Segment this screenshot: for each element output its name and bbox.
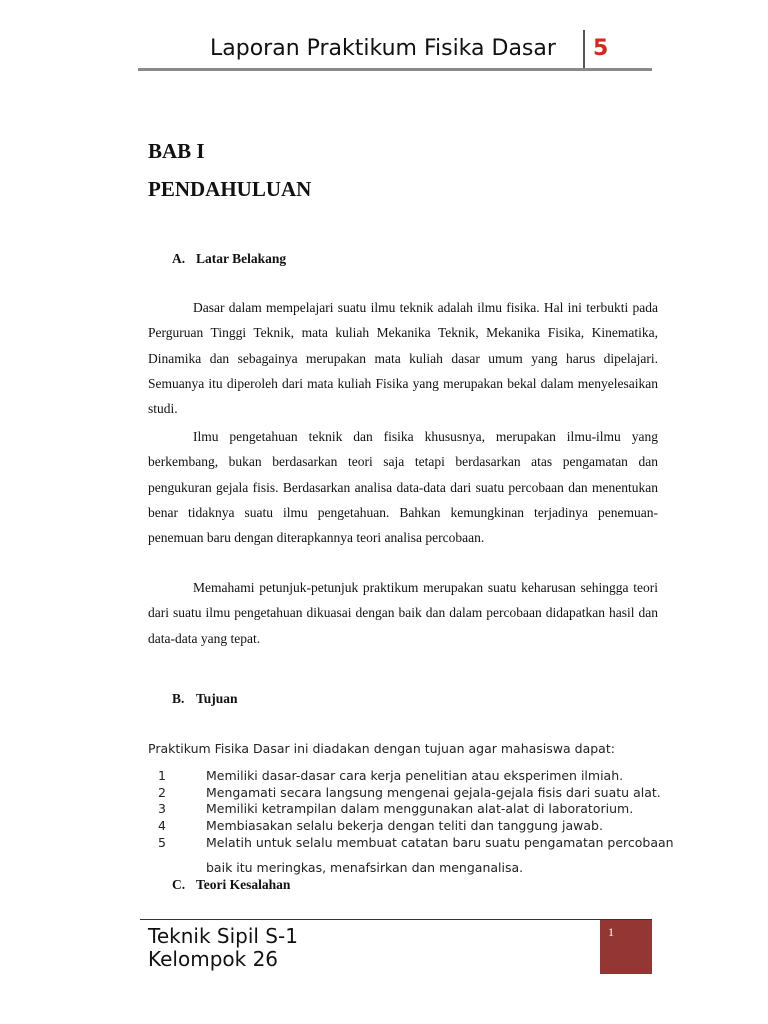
section-c-heading	[172, 877, 290, 893]
list-item-text: Membiasakan selalu bekerja dengan teliti dan tanggung jawab.	[206, 818, 603, 833]
list-item-number: 2	[158, 785, 166, 800]
header-divider	[583, 30, 585, 70]
section-c-letter: C.	[172, 877, 186, 892]
paragraph-2: Ilmu pengetahuan teknik dan fisika khususnya, merupakan ilmu-ilmu yang berkembang, bukan berdasarkan teori saja tetapi berdasarkan atas pengamatan dan pengukuran gejala fisis. Berdasarkan analisa data-data dari suatu percobaan dan menentukan benar tidaknya suatu ilmu pengetahuan. Bahkan kemungkinan terjadinya penemuan-penemuan baru dengan diterapkannya teori analisa percobaan.	[148, 429, 658, 546]
header-title: Laporan Praktikum Fisika Dasar	[210, 36, 556, 61]
section-b-letter: B.	[172, 691, 185, 706]
section-a-title: Latar Belakang	[196, 251, 287, 266]
list-item-number: 4	[158, 818, 166, 833]
section-c-title: Teori Kesalahan	[196, 877, 291, 892]
list-item-text: Melatih untuk selalu membuat catatan baru suatu pengamatan percobaan	[206, 835, 674, 850]
section-b-title: Tujuan	[196, 691, 238, 706]
header-chapter-number: 5	[593, 36, 609, 61]
paragraph-3: Memahami petunjuk-petunjuk praktikum merupakan suatu keharusan sehingga teori dari suatu ilmu pengetahuan dikuasai dengan baik dan dalam percobaan didapatkan hasil dan data-data yang tepat.	[148, 580, 658, 646]
header-rule	[138, 68, 652, 71]
list-item-number: 3	[158, 801, 166, 816]
section-a-heading	[172, 251, 286, 267]
section-b-heading	[172, 691, 238, 707]
list-item-text: Memiliki ketrampilan dalam menggunakan alat-alat di laboratorium.	[206, 801, 634, 816]
list-item-number: 1	[158, 768, 166, 783]
page-number: 1	[608, 925, 614, 939]
goals-intro: Praktikum Fisika Dasar ini diadakan dengan tujuan agar mahasiswa dapat:	[148, 741, 615, 756]
paragraph-1: Dasar dalam mempelajari suatu ilmu teknik adalah ilmu fisika. Hal ini terbukti pada Perguruan Tinggi Teknik, mata kuliah Mekanika Teknik, Mekanika Fisika, Kinematika, Dinamika dan sebagainya merupakan mata kuliah dasar umum yang harus dipelajari. Semuanya itu diperoleh dari mata kuliah Fisika yang merupakan bekal dalam menyelesaikan studi.	[148, 300, 658, 417]
footer-program: Teknik Sipil S-1	[148, 924, 298, 948]
chapter-title: PENDAHULUAN	[148, 177, 312, 201]
list-item-number: 5	[158, 835, 166, 850]
list-item-text: Memiliki dasar-dasar cara kerja penelitian atau eksperimen ilmiah.	[206, 768, 624, 783]
section-a-letter: A.	[172, 251, 186, 266]
list-item-text: Mengamati secara langsung mengenai gejala-gejala fisis dari suatu alat.	[206, 785, 661, 800]
chapter-label: BAB I	[148, 139, 205, 163]
footer-rule	[140, 919, 652, 920]
list-item-continuation: baik itu meringkas, menafsirkan dan menganalisa.	[206, 860, 524, 875]
footer-group: Kelompok 26	[148, 947, 279, 971]
